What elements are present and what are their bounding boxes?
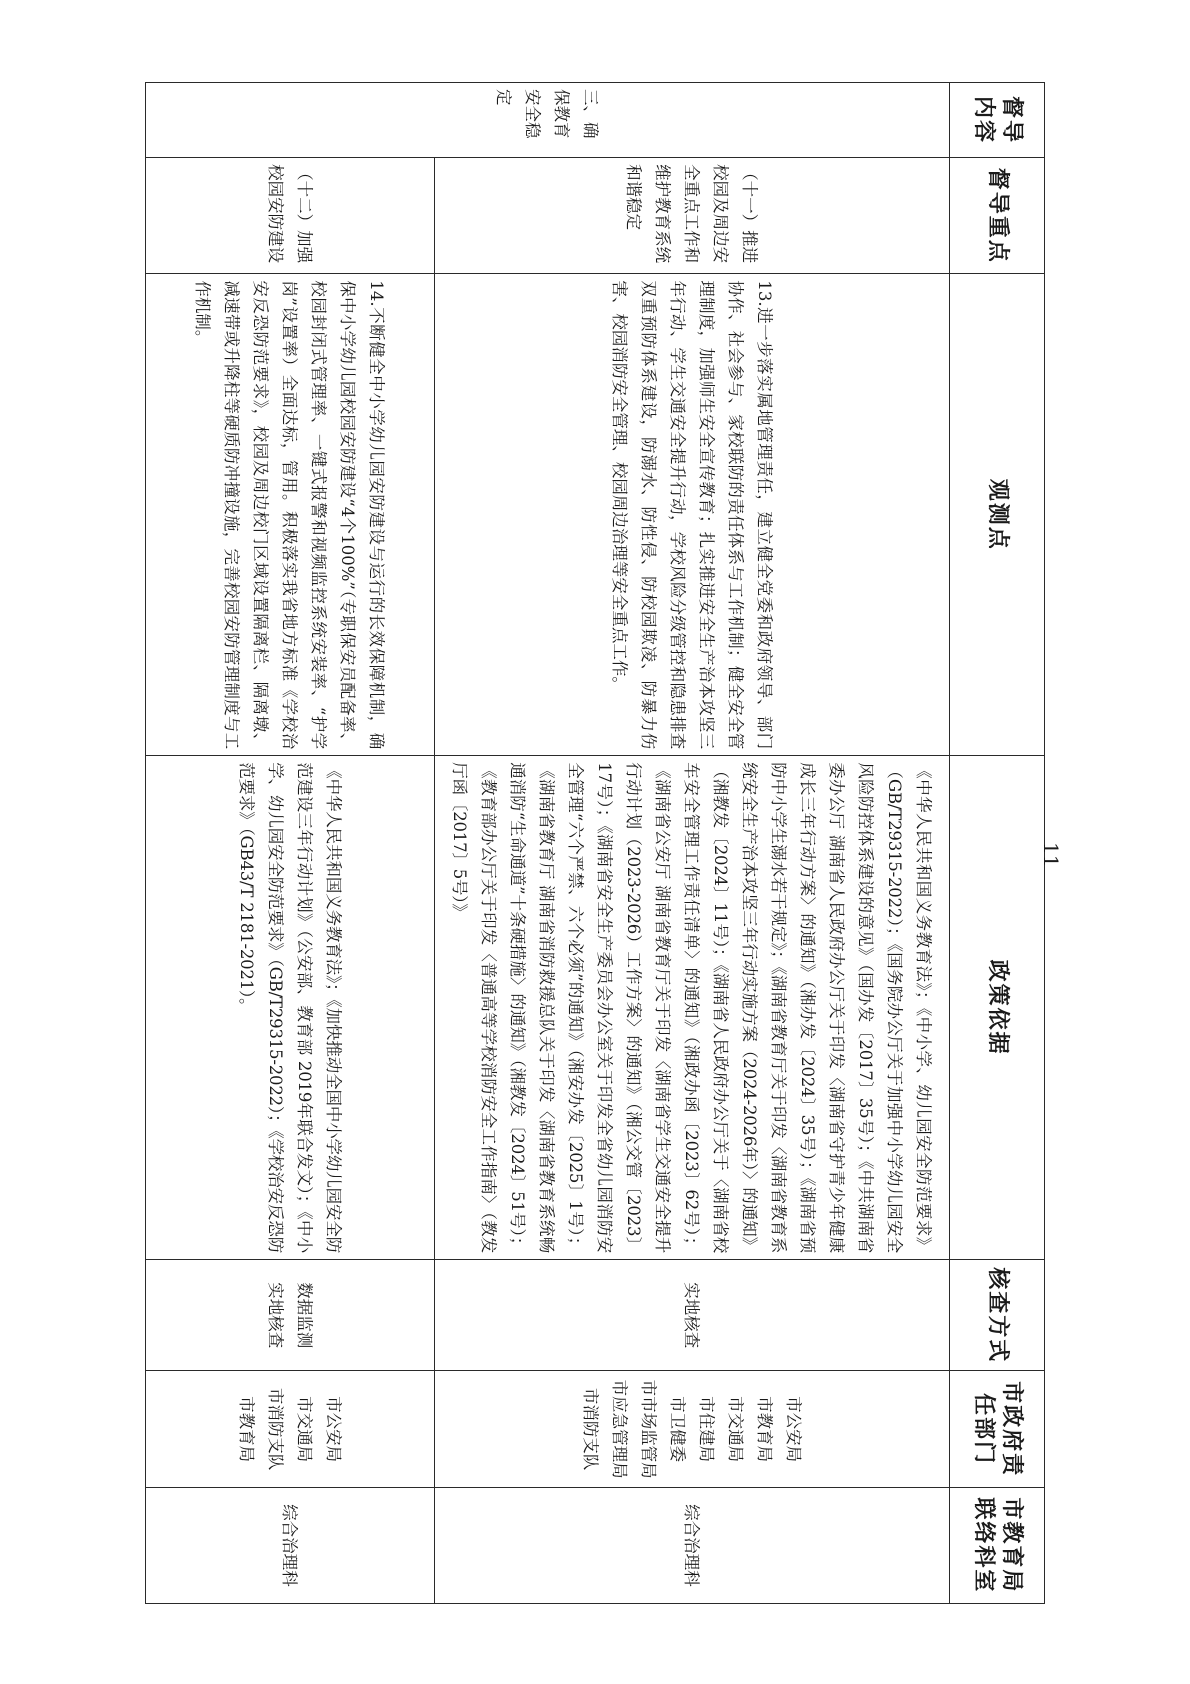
dept-item: 市公安局 xyxy=(784,1396,803,1463)
responsible-dept-cell xyxy=(435,1371,950,1487)
responsible-dept-cell xyxy=(146,1371,435,1487)
table-row xyxy=(146,83,435,1604)
header-point: 观测点 xyxy=(950,274,1045,756)
dept-item: 市卫健委 xyxy=(668,1396,687,1463)
section-label: 三、确保教育安全稳定 xyxy=(146,83,950,158)
rotated-table-wrapper xyxy=(145,82,1045,1604)
header-key: 督导重点 xyxy=(950,158,1045,274)
header-method: 核查方式 xyxy=(950,1260,1045,1371)
policy-basis-cell: 《中华人民共和国义务教育法》；《加快推动全国中小学幼儿园安全防范建设三年行动计划》（公安部、教育部 2019年联合发文）；《中小学、幼儿园安全防范要求》（GB/T29315-2022）；《学校治安反恐防范要求》（GB43/T 2181-2021）。 xyxy=(146,756,435,1260)
check-method-cell xyxy=(146,1260,435,1371)
header-row xyxy=(950,83,1045,1604)
dept-item: 市交通局 xyxy=(726,1396,745,1463)
policy-basis-cell: 《中华人民共和国义务教育法》；《中小学、幼儿园安全防范要求》（GB/T29315-2022）；《国务院办公厅关于加强中小学幼儿园安全风险防控体系建设的意见》（国办发〔2017〕35号）；《中共湖南省委办公厅 湖南省人民政府办公厅关于印发〈湖南省守护青少年健康成长三年行动方案〉的通知》（湘办发〔2024〕35号）；《湖南省预防中小学生溺水若干规定》；《湖南省教育厅关于印发〈湖南省教育系统安全生产治本攻坚三年行动实施方案（2024-2026年）〉的通知》（湘教发〔2024〕11号）；《湖南省人民政府办公厅关于〈湖南省校车安全管理工作责任清单〉的通知》（湘政办函〔2023〕62号）；《湖南省公安厅 湖南省教育厅关于印发〈湖南省学生交通安全提升行动计划（2023-2026）工作方案〉的通知》（湘公交管〔2023〕17号）；《湖南省安全生产委员会办公室关于印发全省幼儿园消防安全管理“六个严禁、六个必须”的通知》（湘安办发〔2025〕1号）；《湖南省教育厅 湖南省消防救援总队关于印发〈湖南省教育系统畅通消防“生命通道”十条硬措施〉的通知》（湘教发〔2024〕51号）；《教育部办公厅关于印发〈普通高等学校消防安全工作指南〉（教发厅函〔2017〕5号）》 xyxy=(435,756,950,1260)
dept-item: 市交通局 xyxy=(295,1396,314,1463)
page-number: 11 xyxy=(1039,842,1063,868)
dept-item: 市消防支队 xyxy=(581,1387,600,1471)
observation-point-cell: 13.进一步落实属地管理责任，建立健全党委和政府领导、部门协作、社会参与、家校联防的责任体系与工作机制；健全安全管理制度，加强师生安全宣传教育；扎实推进安全生产治本攻坚三年行动、学生交通安全提升行动，学校风险分级管控和隐患排查双重预防体系建设，防溺水、防性侵、防校园欺凌、防暴力伤害、校园消防安全管理、校园周边治理等安全重点工作。 xyxy=(435,274,950,756)
method-item: 数据监测 xyxy=(295,1282,314,1349)
liaison-office-cell: 综合治理科 xyxy=(435,1487,950,1603)
key-point-cell: （十一）推进校园及周边安全重点工作和维护教育系统和谐稳定 xyxy=(435,158,950,274)
header-dept: 市政府责任部门 xyxy=(950,1371,1045,1487)
supervision-table xyxy=(145,82,1045,1604)
dept-item: 市住建局 xyxy=(697,1396,716,1463)
key-point-cell: （十二）加强校园安防建设 xyxy=(146,158,435,274)
method-item: 实地核查 xyxy=(266,1282,285,1349)
liaison-office-cell: 综合治理科 xyxy=(146,1487,435,1603)
header-content: 督导内容 xyxy=(950,83,1045,158)
table-row xyxy=(435,83,950,1604)
check-method-cell: 实地核查 xyxy=(435,1260,950,1371)
dept-item: 市教育局 xyxy=(237,1396,256,1463)
header-policy: 政策依据 xyxy=(950,756,1045,1260)
header-office: 市教育局联络科室 xyxy=(950,1487,1045,1603)
observation-point-cell: 14.不断健全中小学幼儿园安防建设与运行的长效保障机制，确保中小学幼儿园校园安防建设“4个100%”（专职保安员配备率、校园封闭式管理率、一键式报警和视频监控系统安装率、“护学岗”设置率）全面达标，管用。积极落实我省地方标准《学校治安反恐防范要求》，校园及周边校门区域设置隔离栏、隔离墩、减速带或升降柱等硬质防冲撞设施，完善校园安防管理制度与工作机制。 xyxy=(146,274,435,756)
dept-item: 市消防支队 xyxy=(266,1387,285,1471)
dept-item: 市公安局 xyxy=(324,1396,343,1463)
dept-item: 市教育局 xyxy=(755,1396,774,1463)
dept-item: 市应急管理局 xyxy=(610,1379,629,1479)
dept-item: 市市场监管局 xyxy=(639,1379,658,1479)
